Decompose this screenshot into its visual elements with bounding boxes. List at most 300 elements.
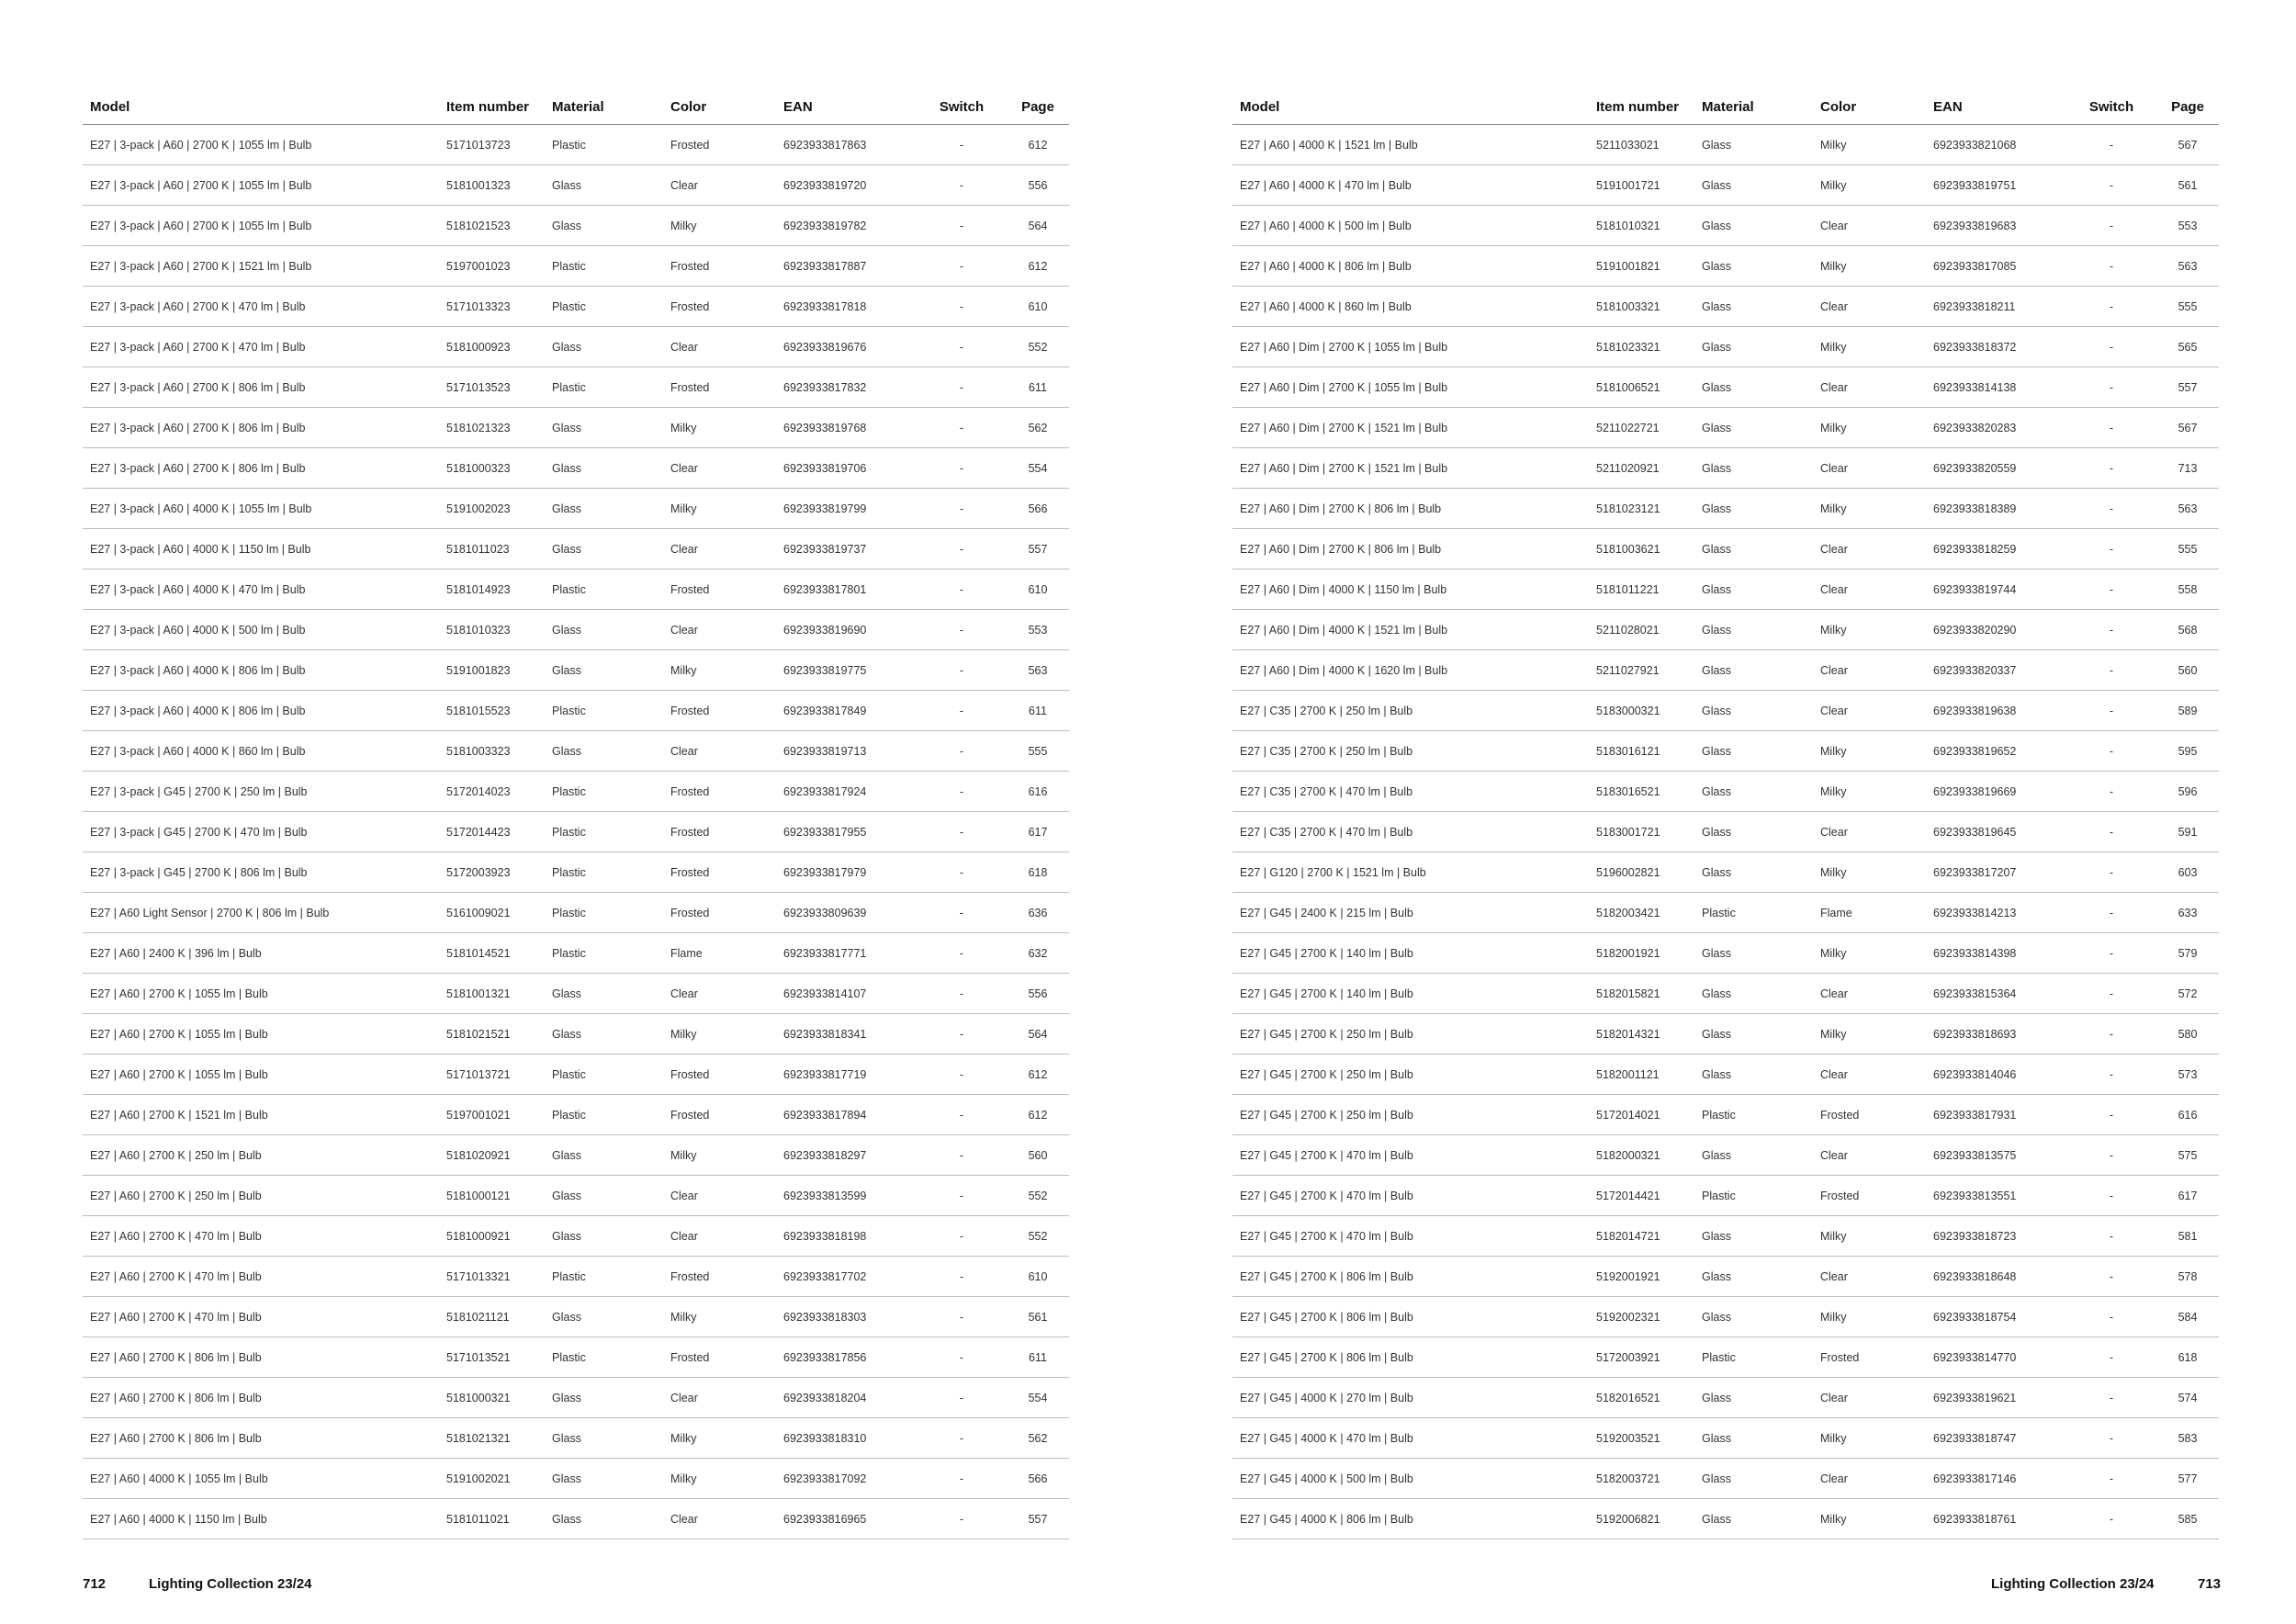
cell-ean: 6923933819768 (776, 408, 917, 448)
cell-page: 612 (1007, 246, 1069, 287)
cell-ean: 6923933817719 (776, 1054, 917, 1095)
cell-switch: - (917, 1135, 1007, 1176)
cell-model: E27 | A60 | 2700 K | 1055 lm | Bulb (83, 1054, 439, 1095)
cell-item-number: 5181003621 (1589, 529, 1694, 570)
cell-ean: 6923933814213 (1926, 893, 2066, 933)
cell-material: Plastic (1694, 1095, 1813, 1135)
cell-ean: 6923933819782 (776, 206, 917, 246)
cell-item-number: 5211020921 (1589, 448, 1694, 489)
cell-model: E27 | A60 | 4000 K | 1521 lm | Bulb (1232, 125, 1589, 165)
table-row (1232, 1216, 2219, 1257)
cell-ean: 6923933814046 (1926, 1054, 2066, 1095)
cell-model: E27 | 3-pack | A60 | 4000 K | 860 lm | Bulb (83, 731, 439, 772)
table-row (83, 1176, 1069, 1216)
cell-model: E27 | G45 | 4000 K | 806 lm | Bulb (1232, 1499, 1589, 1539)
table-row (1232, 812, 2219, 852)
cell-material: Plastic (545, 570, 663, 610)
cell-page: 610 (1007, 570, 1069, 610)
cell-material: Glass (1694, 812, 1813, 852)
cell-item-number: 5191001721 (1589, 165, 1694, 206)
cell-model: E27 | 3-pack | G45 | 2700 K | 250 lm | Bulb (83, 772, 439, 812)
cell-page: 564 (1007, 1014, 1069, 1054)
table-row (1232, 1418, 2219, 1459)
cell-model: E27 | A60 | Dim | 4000 K | 1620 lm | Bulb (1232, 650, 1589, 691)
cell-model: E27 | G45 | 4000 K | 500 lm | Bulb (1232, 1459, 1589, 1499)
cell-model: E27 | G45 | 2700 K | 140 lm | Bulb (1232, 974, 1589, 1014)
cell-model: E27 | A60 | 2700 K | 806 lm | Bulb (83, 1337, 439, 1378)
cell-model: E27 | 3-pack | A60 | 2700 K | 806 lm | Bulb (83, 367, 439, 408)
cell-ean: 6923933817832 (776, 367, 917, 408)
cell-switch: - (2066, 1337, 2156, 1378)
cell-ean: 6923933818204 (776, 1378, 917, 1418)
cell-model: E27 | G45 | 2700 K | 806 lm | Bulb (1232, 1337, 1589, 1378)
cell-switch: - (917, 933, 1007, 974)
cell-ean: 6923933820283 (1926, 408, 2066, 448)
cell-page: 595 (2156, 731, 2219, 772)
cell-item-number: 5161009021 (439, 893, 545, 933)
cell-switch: - (917, 650, 1007, 691)
cell-item-number: 5192003521 (1589, 1418, 1694, 1459)
table-row (1232, 287, 2219, 327)
cell-color: Clear (1813, 1378, 1926, 1418)
cell-material: Plastic (545, 772, 663, 812)
cell-material: Glass (1694, 610, 1813, 650)
cell-page: 557 (1007, 1499, 1069, 1539)
cell-switch: - (917, 408, 1007, 448)
cell-page: 560 (1007, 1135, 1069, 1176)
cell-switch: - (917, 1459, 1007, 1499)
cell-model: E27 | G45 | 2400 K | 215 lm | Bulb (1232, 893, 1589, 933)
cell-model: E27 | A60 | 2700 K | 1055 lm | Bulb (83, 974, 439, 1014)
cell-model: E27 | A60 | 4000 K | 500 lm | Bulb (1232, 206, 1589, 246)
cell-model: E27 | A60 Light Sensor | 2700 K | 806 lm | Bulb (83, 893, 439, 933)
table-row (83, 246, 1069, 287)
cell-color: Frosted (663, 570, 776, 610)
cell-ean: 6923933819713 (776, 731, 917, 772)
cell-material: Plastic (545, 933, 663, 974)
cell-item-number: 5182000321 (1589, 1135, 1694, 1176)
cell-model: E27 | A60 | 4000 K | 470 lm | Bulb (1232, 165, 1589, 206)
table-row (83, 893, 1069, 933)
cell-switch: - (2066, 1257, 2156, 1297)
cell-material: Plastic (1694, 893, 1813, 933)
cell-switch: - (917, 448, 1007, 489)
cell-material: Glass (1694, 408, 1813, 448)
column-header-page: Page (2156, 89, 2219, 125)
cell-item-number: 5181006521 (1589, 367, 1694, 408)
cell-color: Clear (1813, 206, 1926, 246)
cell-page: 575 (2156, 1135, 2219, 1176)
table-body-left (83, 125, 1069, 1539)
cell-model: E27 | G45 | 2700 K | 806 lm | Bulb (1232, 1257, 1589, 1297)
table-row (1232, 933, 2219, 974)
cell-ean: 6923933817702 (776, 1257, 917, 1297)
cell-ean: 6923933820559 (1926, 448, 2066, 489)
cell-page: 585 (2156, 1499, 2219, 1539)
cell-switch: - (917, 974, 1007, 1014)
cell-model: E27 | G45 | 4000 K | 470 lm | Bulb (1232, 1418, 1589, 1459)
cell-material: Plastic (1694, 1176, 1813, 1216)
cell-material: Glass (545, 206, 663, 246)
cell-item-number: 5181010323 (439, 610, 545, 650)
cell-material: Glass (1694, 1297, 1813, 1337)
table-row (83, 529, 1069, 570)
cell-material: Plastic (545, 1257, 663, 1297)
cell-page: 591 (2156, 812, 2219, 852)
cell-model: E27 | G45 | 2700 K | 470 lm | Bulb (1232, 1176, 1589, 1216)
cell-switch: - (917, 1257, 1007, 1297)
cell-color: Flame (663, 933, 776, 974)
cell-page: 563 (2156, 489, 2219, 529)
cell-color: Frosted (663, 852, 776, 893)
cell-item-number: 5172014423 (439, 812, 545, 852)
cell-ean: 6923933818372 (1926, 327, 2066, 367)
cell-color: Milky (1813, 125, 1926, 165)
cell-ean: 6923933819720 (776, 165, 917, 206)
cell-ean: 6923933818648 (1926, 1257, 2066, 1297)
cell-switch: - (917, 1014, 1007, 1054)
cell-material: Glass (1694, 1418, 1813, 1459)
cell-color: Frosted (1813, 1337, 1926, 1378)
cell-switch: - (2066, 206, 2156, 246)
cell-color: Milky (1813, 731, 1926, 772)
cell-item-number: 5192002321 (1589, 1297, 1694, 1337)
cell-item-number: 5181015523 (439, 691, 545, 731)
cell-color: Milky (663, 489, 776, 529)
cell-ean: 6923933820290 (1926, 610, 2066, 650)
cell-ean: 6923933818761 (1926, 1499, 2066, 1539)
cell-model: E27 | 3-pack | A60 | 4000 K | 806 lm | Bulb (83, 650, 439, 691)
column-header-material: Material (1694, 89, 1813, 125)
cell-switch: - (917, 246, 1007, 287)
cell-switch: - (917, 852, 1007, 893)
cell-item-number: 5183016521 (1589, 772, 1694, 812)
cell-ean: 6923933818389 (1926, 489, 2066, 529)
cell-color: Frosted (1813, 1176, 1926, 1216)
table-row (1232, 206, 2219, 246)
cell-material: Glass (1694, 246, 1813, 287)
cell-model: E27 | A60 | Dim | 2700 K | 806 lm | Bulb (1232, 489, 1589, 529)
cell-switch: - (917, 1337, 1007, 1378)
cell-ean: 6923933821068 (1926, 125, 2066, 165)
cell-material: Plastic (545, 287, 663, 327)
cell-material: Plastic (545, 125, 663, 165)
cell-color: Milky (1813, 489, 1926, 529)
right-page (1148, 0, 2296, 1624)
table-row (1232, 852, 2219, 893)
cell-item-number: 5181000323 (439, 448, 545, 489)
cell-material: Plastic (545, 1095, 663, 1135)
column-header-color: Color (1813, 89, 1926, 125)
cell-color: Frosted (663, 125, 776, 165)
cell-model: E27 | 3-pack | A60 | 4000 K | 500 lm | Bulb (83, 610, 439, 650)
cell-item-number: 5172014023 (439, 772, 545, 812)
cell-item-number: 5181021321 (439, 1418, 545, 1459)
cell-model: E27 | 3-pack | A60 | 2700 K | 1521 lm | Bulb (83, 246, 439, 287)
cell-model: E27 | 3-pack | A60 | 4000 K | 1055 lm | Bulb (83, 489, 439, 529)
cell-switch: - (2066, 852, 2156, 893)
table-row (1232, 1297, 2219, 1337)
cell-ean: 6923933817887 (776, 246, 917, 287)
collection-title: Lighting Collection 23/24 (1991, 1576, 2155, 1592)
cell-switch: - (917, 206, 1007, 246)
cell-material: Glass (1694, 1459, 1813, 1499)
cell-item-number: 5182015821 (1589, 974, 1694, 1014)
product-table-right (1232, 89, 2219, 1539)
cell-color: Frosted (663, 1337, 776, 1378)
cell-item-number: 5181001321 (439, 974, 545, 1014)
cell-ean: 6923933817894 (776, 1095, 917, 1135)
table-row (1232, 1499, 2219, 1539)
cell-switch: - (917, 125, 1007, 165)
cell-ean: 6923933819676 (776, 327, 917, 367)
cell-item-number: 5197001023 (439, 246, 545, 287)
cell-color: Milky (1813, 1499, 1926, 1539)
table-row (83, 1257, 1069, 1297)
table-row (1232, 1257, 2219, 1297)
table-row (83, 1135, 1069, 1176)
cell-switch: - (917, 327, 1007, 367)
cell-item-number: 5181011023 (439, 529, 545, 570)
cell-material: Glass (1694, 691, 1813, 731)
column-header-model: Model (1232, 89, 1589, 125)
cell-item-number: 5182001121 (1589, 1054, 1694, 1095)
table-row (83, 812, 1069, 852)
cell-item-number: 5171013723 (439, 125, 545, 165)
cell-page: 618 (2156, 1337, 2219, 1378)
table-row (1232, 1135, 2219, 1176)
cell-page: 577 (2156, 1459, 2219, 1499)
table-row (1232, 731, 2219, 772)
column-header-ean: EAN (776, 89, 917, 125)
cell-item-number: 5172014421 (1589, 1176, 1694, 1216)
cell-switch: - (2066, 812, 2156, 852)
cell-ean: 6923933814398 (1926, 933, 2066, 974)
cell-item-number: 5181021523 (439, 206, 545, 246)
cell-switch: - (2066, 408, 2156, 448)
cell-item-number: 5181000121 (439, 1176, 545, 1216)
cell-switch: - (2066, 772, 2156, 812)
cell-model: E27 | A60 | 2700 K | 1521 lm | Bulb (83, 1095, 439, 1135)
cell-page: 557 (2156, 367, 2219, 408)
cell-ean: 6923933817849 (776, 691, 917, 731)
cell-page: 616 (1007, 772, 1069, 812)
cell-page: 556 (1007, 974, 1069, 1014)
cell-material: Glass (1694, 1014, 1813, 1054)
cell-page: 567 (2156, 408, 2219, 448)
cell-material: Plastic (545, 1337, 663, 1378)
cell-page: 557 (1007, 529, 1069, 570)
table-row (1232, 125, 2219, 165)
cell-material: Glass (1694, 933, 1813, 974)
page-number: 712 (83, 1576, 107, 1592)
cell-switch: - (2066, 529, 2156, 570)
cell-model: E27 | A60 | 2700 K | 250 lm | Bulb (83, 1176, 439, 1216)
cell-ean: 6923933817924 (776, 772, 917, 812)
table-row (83, 1095, 1069, 1135)
cell-material: Plastic (545, 812, 663, 852)
cell-page: 612 (1007, 1095, 1069, 1135)
cell-model: E27 | A60 | Dim | 2700 K | 1521 lm | Bulb (1232, 408, 1589, 448)
cell-switch: - (917, 1216, 1007, 1257)
table-row (83, 1297, 1069, 1337)
cell-model: E27 | A60 | 2700 K | 470 lm | Bulb (83, 1297, 439, 1337)
cell-model: E27 | 3-pack | A60 | 2700 K | 1055 lm | Bulb (83, 125, 439, 165)
cell-switch: - (2066, 650, 2156, 691)
cell-model: E27 | 3-pack | A60 | 4000 K | 470 lm | Bulb (83, 570, 439, 610)
cell-material: Glass (545, 610, 663, 650)
cell-ean: 6923933818259 (1926, 529, 2066, 570)
cell-color: Clear (1813, 448, 1926, 489)
cell-color: Milky (1813, 1216, 1926, 1257)
table-row (1232, 367, 2219, 408)
cell-page: 578 (2156, 1257, 2219, 1297)
cell-switch: - (2066, 1014, 2156, 1054)
cell-ean: 6923933817856 (776, 1337, 917, 1378)
cell-color: Frosted (663, 287, 776, 327)
cell-page: 610 (1007, 287, 1069, 327)
cell-page: 560 (2156, 650, 2219, 691)
cell-switch: - (2066, 933, 2156, 974)
cell-ean: 6923933819751 (1926, 165, 2066, 206)
cell-material: Glass (1694, 125, 1813, 165)
cell-page: 579 (2156, 933, 2219, 974)
cell-page: 568 (2156, 610, 2219, 650)
cell-item-number: 5196002821 (1589, 852, 1694, 893)
cell-color: Clear (663, 974, 776, 1014)
cell-color: Clear (1813, 1257, 1926, 1297)
cell-page: 616 (2156, 1095, 2219, 1135)
cell-item-number: 5191002023 (439, 489, 545, 529)
cell-ean: 6923933814138 (1926, 367, 2066, 408)
cell-material: Glass (545, 448, 663, 489)
table-row (83, 1014, 1069, 1054)
column-header-item-number: Item number (1589, 89, 1694, 125)
cell-color: Clear (1813, 974, 1926, 1014)
cell-color: Flame (1813, 893, 1926, 933)
cell-item-number: 5181014521 (439, 933, 545, 974)
cell-ean: 6923933817955 (776, 812, 917, 852)
cell-ean: 6923933818211 (1926, 287, 2066, 327)
cell-model: E27 | A60 | 2700 K | 470 lm | Bulb (83, 1257, 439, 1297)
cell-ean: 6923933818297 (776, 1135, 917, 1176)
cell-ean: 6923933819706 (776, 448, 917, 489)
cell-item-number: 5181000321 (439, 1378, 545, 1418)
table-row (1232, 1095, 2219, 1135)
cell-color: Milky (1813, 852, 1926, 893)
table-row (83, 1418, 1069, 1459)
cell-model: E27 | C35 | 2700 K | 250 lm | Bulb (1232, 731, 1589, 772)
cell-material: Glass (545, 1176, 663, 1216)
cell-material: Glass (545, 529, 663, 570)
cell-ean: 6923933819744 (1926, 570, 2066, 610)
cell-model: E27 | A60 | 4000 K | 1055 lm | Bulb (83, 1459, 439, 1499)
cell-page: 563 (2156, 246, 2219, 287)
cell-model: E27 | A60 | 2700 K | 470 lm | Bulb (83, 1216, 439, 1257)
cell-ean: 6923933818341 (776, 1014, 917, 1054)
table-row (1232, 610, 2219, 650)
cell-color: Clear (663, 1176, 776, 1216)
cell-item-number: 5181003323 (439, 731, 545, 772)
table-row (83, 1054, 1069, 1095)
cell-material: Plastic (545, 1054, 663, 1095)
cell-page: 558 (2156, 570, 2219, 610)
cell-switch: - (2066, 691, 2156, 731)
cell-color: Milky (663, 1297, 776, 1337)
cell-page: 562 (1007, 408, 1069, 448)
cell-item-number: 5171013321 (439, 1257, 545, 1297)
cell-ean: 6923933819645 (1926, 812, 2066, 852)
cell-material: Glass (545, 327, 663, 367)
cell-ean: 6923933817818 (776, 287, 917, 327)
cell-model: E27 | A60 | 2700 K | 250 lm | Bulb (83, 1135, 439, 1176)
table-row (83, 1499, 1069, 1539)
cell-item-number: 5192006821 (1589, 1499, 1694, 1539)
cell-model: E27 | G45 | 2700 K | 470 lm | Bulb (1232, 1216, 1589, 1257)
cell-model: E27 | 3-pack | A60 | 2700 K | 1055 lm | Bulb (83, 165, 439, 206)
cell-page: 562 (1007, 1418, 1069, 1459)
cell-color: Clear (1813, 1054, 1926, 1095)
cell-ean: 6923933817085 (1926, 246, 2066, 287)
cell-page: 584 (2156, 1297, 2219, 1337)
cell-switch: - (2066, 731, 2156, 772)
cell-material: Glass (1694, 731, 1813, 772)
cell-color: Frosted (663, 1054, 776, 1095)
cell-color: Clear (663, 165, 776, 206)
cell-page: 580 (2156, 1014, 2219, 1054)
cell-page: 611 (1007, 1337, 1069, 1378)
cell-item-number: 5183000321 (1589, 691, 1694, 731)
cell-material: Glass (1694, 165, 1813, 206)
cell-item-number: 5191002021 (439, 1459, 545, 1499)
cell-material: Glass (1694, 448, 1813, 489)
cell-item-number: 5183001721 (1589, 812, 1694, 852)
cell-switch: - (2066, 287, 2156, 327)
table-row (1232, 1176, 2219, 1216)
cell-page: 636 (1007, 893, 1069, 933)
cell-switch: - (2066, 1378, 2156, 1418)
cell-item-number: 5171013523 (439, 367, 545, 408)
table-row (1232, 570, 2219, 610)
cell-switch: - (2066, 1216, 2156, 1257)
cell-color: Clear (1813, 650, 1926, 691)
cell-material: Glass (545, 1216, 663, 1257)
cell-switch: - (917, 529, 1007, 570)
table-row (83, 287, 1069, 327)
table-row (1232, 772, 2219, 812)
cell-ean: 6923933816965 (776, 1499, 917, 1539)
cell-color: Clear (663, 610, 776, 650)
cell-page: 556 (1007, 165, 1069, 206)
cell-color: Clear (1813, 1459, 1926, 1499)
cell-switch: - (2066, 1095, 2156, 1135)
cell-color: Frosted (1813, 1095, 1926, 1135)
cell-switch: - (2066, 1297, 2156, 1337)
column-header-switch: Switch (2066, 89, 2156, 125)
table-header-row (1232, 89, 2219, 125)
cell-ean: 6923933813599 (776, 1176, 917, 1216)
cell-material: Glass (1694, 1257, 1813, 1297)
column-header-material: Material (545, 89, 663, 125)
cell-switch: - (917, 772, 1007, 812)
table-row (83, 165, 1069, 206)
cell-ean: 6923933818747 (1926, 1418, 2066, 1459)
cell-switch: - (917, 367, 1007, 408)
table-row (83, 206, 1069, 246)
cell-model: E27 | A60 | 2700 K | 1055 lm | Bulb (83, 1014, 439, 1054)
cell-material: Glass (1694, 327, 1813, 367)
cell-item-number: 5191001823 (439, 650, 545, 691)
